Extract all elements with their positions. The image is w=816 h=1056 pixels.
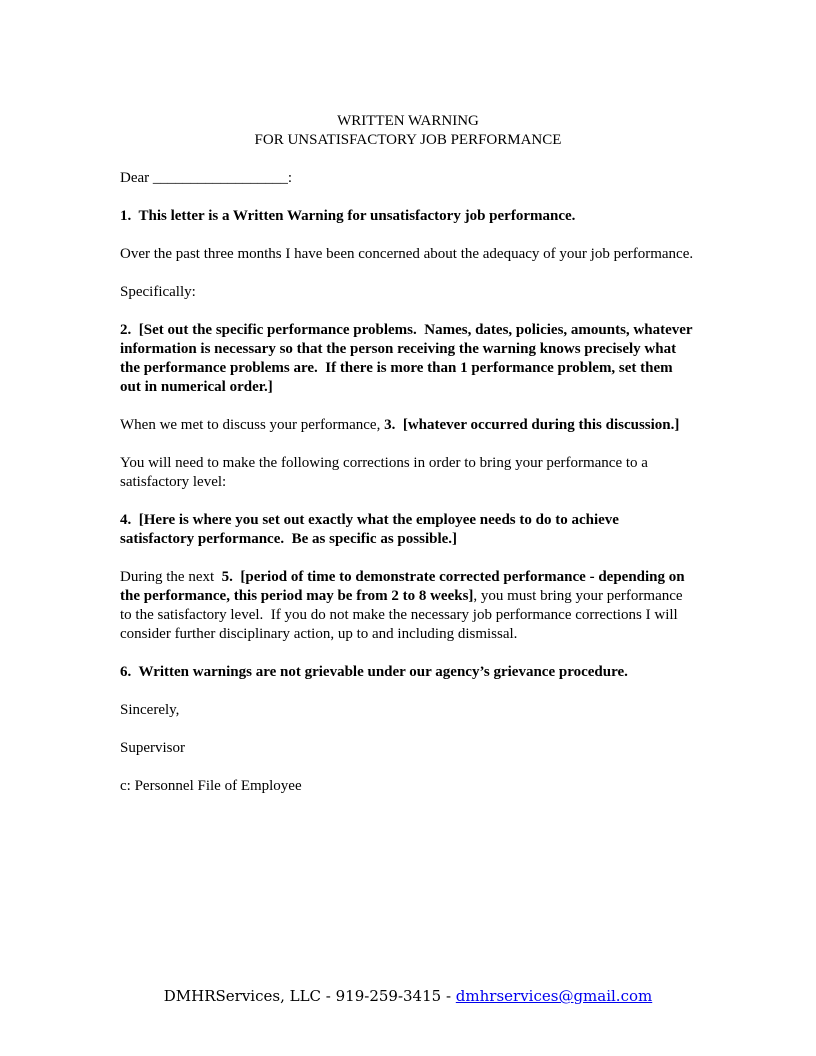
paragraph-item-4 <box>120 511 696 549</box>
paragraph-intro-concern <box>120 245 696 264</box>
text-segment: c: Personnel File of Employee <box>120 778 302 794</box>
bold-text-segment: 2. [Set out the specific performance problems. Names, dates, policies, amounts, whatever information is necessary so that the person receiving the warning knows precisely what the performance problems are. If there is more than 1 performance problem, set them out in numerical order.] <box>120 322 697 395</box>
salutation-line <box>120 169 696 188</box>
paragraph-item-2 <box>120 321 696 397</box>
bold-text-segment: 6. Written warnings are not grievable under our agency’s grievance procedure. <box>120 664 628 680</box>
closing-sincerely <box>120 701 696 720</box>
paragraph-specifically <box>120 283 696 302</box>
document-title <box>120 112 696 150</box>
closing-supervisor <box>120 739 696 758</box>
bold-text-segment: 4. [Here is where you set out exactly what the employee needs to do to achieve satisfactory performance. Be as specific as possible.] <box>120 512 623 547</box>
footer-company-phone: DMHRServices, LLC - 919-259-3415 - <box>163 987 456 1005</box>
text-segment: Sincerely, <box>120 702 180 718</box>
text-segment: During the next <box>120 569 222 585</box>
paragraph-item-3 <box>120 416 696 435</box>
text-segment: You will need to make the following corrections in order to bring your performance to a satisfactory level: <box>120 455 652 490</box>
text-segment: When we met to discuss your performance, <box>120 417 385 433</box>
text-segment: Specifically: <box>120 284 196 300</box>
bold-text-segment: 3. [whatever occurred during this discussion.] <box>384 417 680 433</box>
text-segment: Over the past three months I have been concerned about the adequacy of your job performance. <box>120 246 694 262</box>
text-segment: , you must bring your performance to the satisfactory level. If you do not make the necessary job performance corrections I will consider further disciplinary action, up to and including dismissal. <box>120 588 687 642</box>
letter-body <box>120 112 696 815</box>
document-title-line2: FOR UNSATISFACTORY JOB PERFORMANCE <box>254 132 562 148</box>
paragraph-corrections-intro <box>120 454 696 492</box>
text-segment: Supervisor <box>120 740 185 756</box>
email-link[interactable]: dmhrservices@gmail.com <box>455 987 653 1005</box>
paragraph-item-6 <box>120 663 696 682</box>
bold-text-segment: 1. This letter is a Written Warning for unsatisfactory job performance. <box>120 208 576 224</box>
text-segment: Dear __________________: <box>120 170 293 186</box>
paragraph-item-1 <box>120 207 696 226</box>
document-title-line1: WRITTEN WARNING <box>337 113 479 129</box>
paragraph-item-5 <box>120 568 696 644</box>
footer <box>0 987 816 1006</box>
bold-text-segment: 5. [period of time to demonstrate corrected performance - depending on the performance, this period may be from 2 to 8 weeks] <box>120 569 689 604</box>
cc-line <box>120 777 696 796</box>
